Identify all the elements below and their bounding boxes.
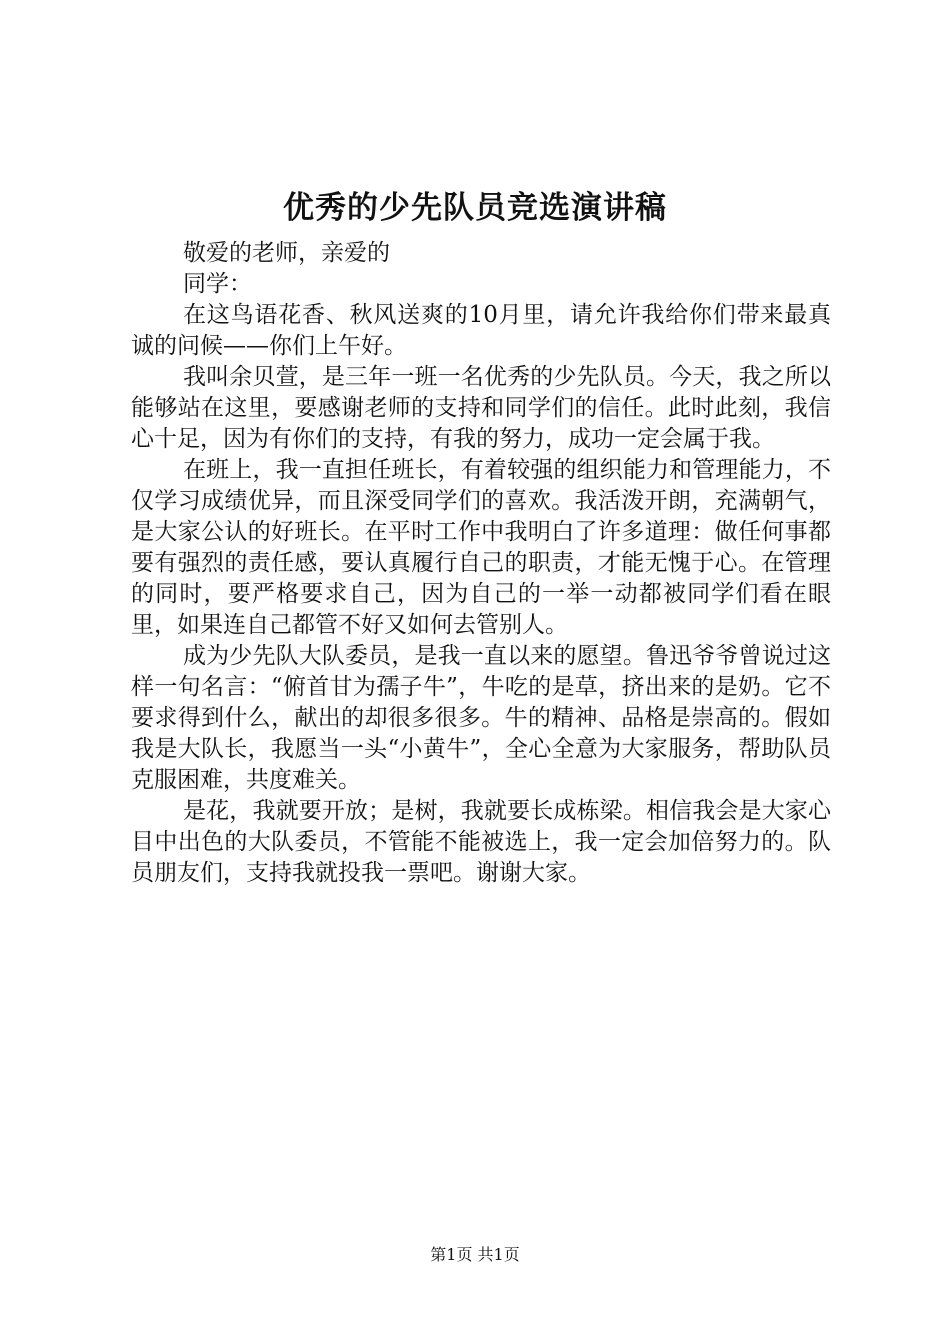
body-paragraph: 在这鸟语花香、秋风送爽的10月里，请允许我给你们带来最真诚的问候——你们上午好。 [131,302,831,359]
page-footer: 第1页 共1页 [430,1245,520,1264]
body-paragraph: 我叫余贝萱，是三年一班一名优秀的少先队员。今天，我之所以能够站在这里，要感谢老师的支持和同学们的信任。此时此刻，我信心十足，因为有你们的支持，有我的努力，成功一定会属于我。 [131,364,831,452]
document-body [131,238,831,889]
greeting-line: 敬爱的老师，亲爱的 [183,240,390,266]
greeting-line: 同学： [183,271,252,297]
body-paragraph: 是花，我就要开放；是树，我就要长成栋梁。相信我会是大家心目中出色的大队委员，不管能不能被选上，我一定会加倍努力的。队员朋友们，支持我就投我一票吧。谢谢大家。 [131,798,831,886]
body-paragraph: 在班上，我一直担任班长，有着较强的组织能力和管理能力，不仅学习成绩优异，而且深受同学们的喜欢。我活泼开朗，充满朝气，是大家公认的好班长。在平时工作中我明白了许多道理：做任何事都要有强烈的责任感，要认真履行自己的职责，才能无愧于心。在管理的同时，要严格要求自己，因为自己的一举一动都被同学们看在眼里，如果连自己都管不好又如何去管别人。 [131,457,831,638]
body-paragraph: 成为少先队大队委员，是我一直以来的愿望。鲁迅爷爷曾说过这样一句名言：“俯首甘为孺子牛”，牛吃的是草，挤出来的是奶。它不要求得到什么，献出的却很多很多。牛的精神、品格是崇高的。假如我是大队长，我愿当一头“小黄牛”，全心全意为大家服务，帮助队员克服困难，共度难关。 [131,643,831,793]
document-title: 优秀的少先队员竞选演讲稿 [283,190,667,226]
